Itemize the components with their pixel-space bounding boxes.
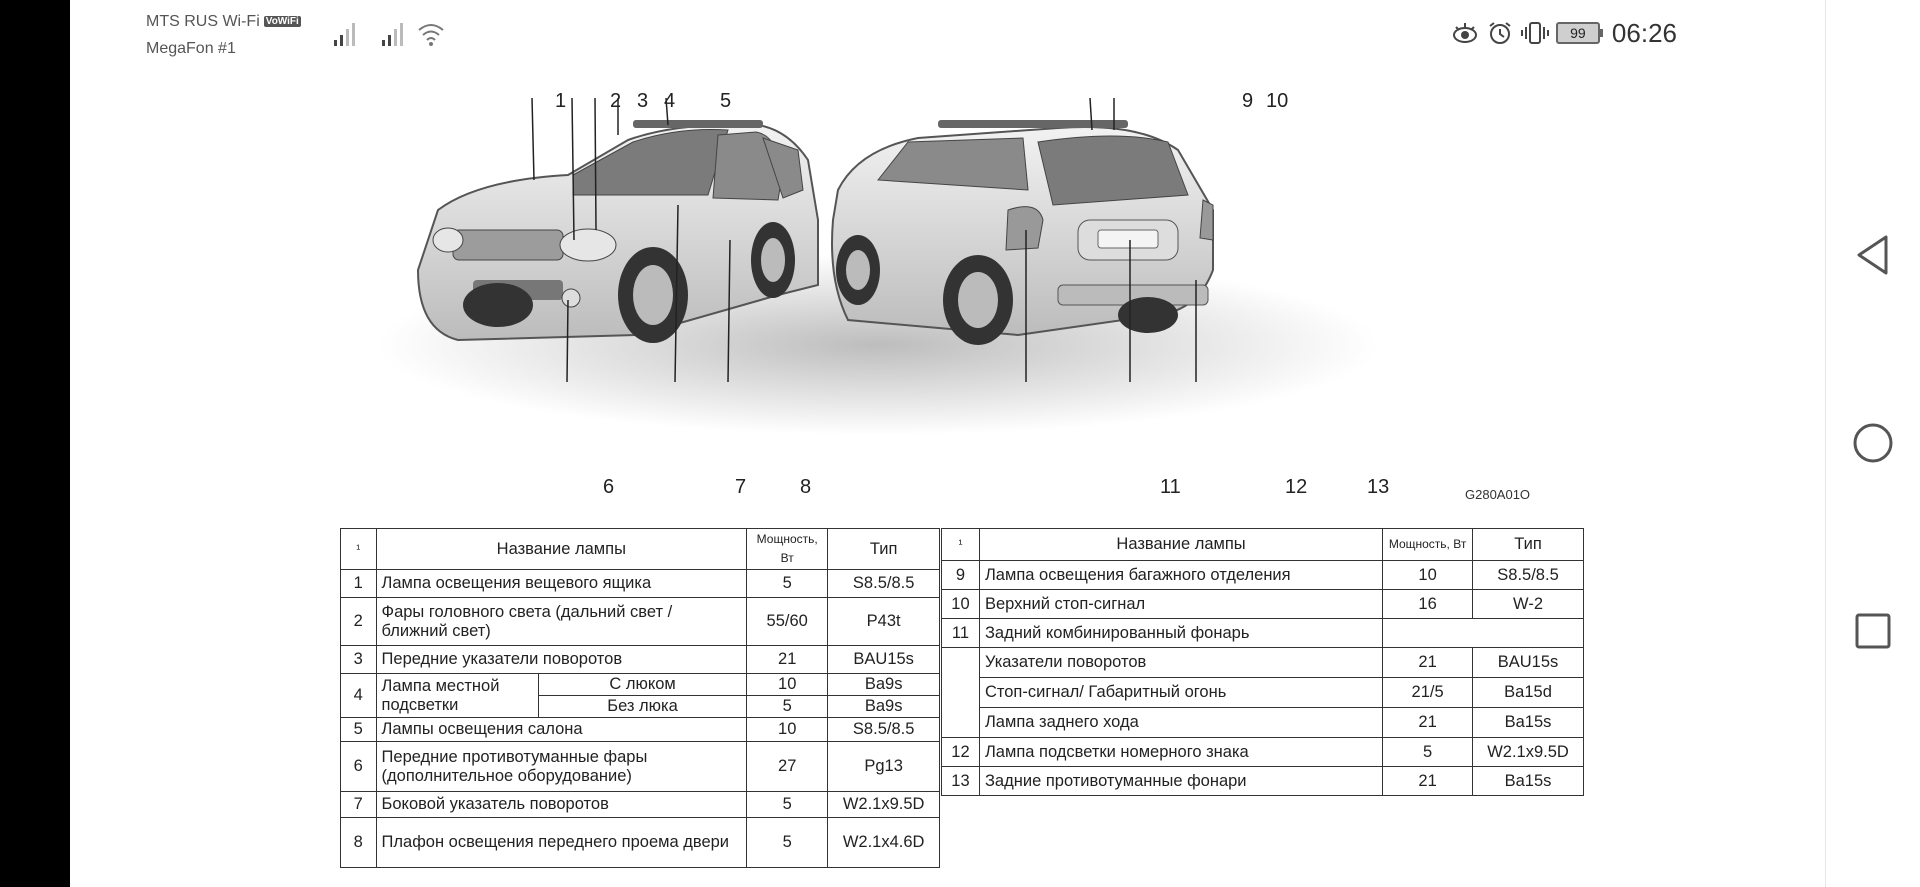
recents-button[interactable] [1846, 604, 1900, 658]
cell-name: Задний комбинированный фонарь [979, 619, 1382, 648]
callout-7: 7 [735, 476, 747, 498]
table-row [942, 708, 1584, 738]
eye-comfort-icon [1450, 21, 1480, 45]
table-row [942, 678, 1584, 708]
bulb-table-left [340, 528, 940, 868]
col-no-header: ¹ [942, 529, 980, 561]
cell-no: 7 [341, 792, 377, 818]
table-row [341, 718, 940, 742]
cell-power: 21/5 [1383, 678, 1473, 708]
cell-no: 10 [942, 590, 980, 619]
cell-type: Ba15s [1473, 767, 1584, 796]
figure-code: G280A01O [1465, 487, 1531, 502]
cell-name: Указатели поворотов [979, 648, 1382, 678]
table-row [942, 619, 1584, 648]
cell-type: Ba9s [828, 674, 940, 696]
back-button[interactable] [1846, 228, 1900, 282]
cell-power: 27 [747, 742, 828, 792]
cell-power: 10 [1383, 561, 1473, 590]
cell-type: Ba15s [1473, 708, 1584, 738]
signal-icon-2 [380, 20, 408, 48]
col-type-header: Тип [828, 529, 940, 570]
callout-2: 2 [610, 90, 622, 112]
callout-5: 5 [720, 90, 732, 112]
cell-name: Лампа местной подсветки [376, 674, 538, 718]
table-header-row [341, 529, 940, 570]
cell-power: 5 [747, 696, 828, 718]
cell-subname: Без люка [538, 696, 746, 718]
cell-name: Плафон освещения переднего проема двери [376, 818, 747, 868]
cell-name: Лампа подсветки номерного знака [979, 738, 1382, 767]
cell-type: W-2 [1473, 590, 1584, 619]
callout-10: 10 [1266, 90, 1289, 112]
clock: 06:26 [1611, 17, 1677, 48]
carrier-1 [146, 13, 301, 31]
cell-power: 21 [1383, 767, 1473, 796]
cell-name: Передние противотуманные фары (дополнительное оборудование) [376, 742, 747, 792]
col-power-header: Мощность, Вт [747, 529, 828, 570]
bulb-table-right [941, 528, 1584, 796]
col-no-header: ¹ [341, 529, 377, 570]
cell-power: 16 [1383, 590, 1473, 619]
cell-power: 55/60 [747, 598, 828, 646]
wifi-icon [417, 20, 449, 48]
signal-icon-1 [332, 20, 360, 48]
table-row [942, 561, 1584, 590]
cell-power: 5 [747, 570, 828, 598]
col-power-header: Мощность, Вт [1383, 529, 1473, 561]
col-type-header: Тип [1473, 529, 1584, 561]
callout-3: 3 [637, 90, 649, 112]
callout-6: 6 [603, 476, 615, 498]
cell-type: S8.5/8.5 [828, 570, 940, 598]
callout-1: 1 [555, 90, 567, 112]
cell-power: 5 [1383, 738, 1473, 767]
cell-type: W2.1x9.5D [828, 792, 940, 818]
cell-no: 12 [942, 738, 980, 767]
cell-no: 6 [341, 742, 377, 792]
cell-power: 21 [747, 646, 828, 674]
table-row [942, 738, 1584, 767]
cell-no: 13 [942, 767, 980, 796]
cell-no [942, 648, 980, 738]
vowifi-badge: VoWiFi [265, 16, 299, 27]
cell-no: 2 [341, 598, 377, 646]
table-row [341, 742, 940, 792]
cell-name: Лампа освещения багажного отделения [979, 561, 1382, 590]
cell-no: 4 [341, 674, 377, 718]
cell-no: 1 [341, 570, 377, 598]
callout-9: 9 [1242, 90, 1254, 112]
rear-car-illustration [832, 120, 1213, 345]
cell-type: W2.1x4.6D [828, 818, 940, 868]
cell-empty [1383, 619, 1584, 648]
table-row [942, 590, 1584, 619]
status-icons [1450, 18, 1677, 48]
vibrate-icon [1520, 20, 1550, 46]
callout-12: 12 [1285, 476, 1308, 498]
carrier-1-label: MTS RUS Wi-Fi [146, 13, 260, 30]
callout-13: 13 [1367, 476, 1390, 498]
cell-type: BAU15s [1473, 648, 1584, 678]
table-row [341, 818, 940, 868]
col-name-header: Название лампы [376, 529, 747, 570]
cell-name: Боковой указатель поворотов [376, 792, 747, 818]
cell-no: 9 [942, 561, 980, 590]
home-circle-icon [1851, 421, 1895, 465]
recents-square-icon [1853, 611, 1893, 651]
table-row [341, 598, 940, 646]
cell-type: W2.1x9.5D [1473, 738, 1584, 767]
cell-name: Лампа освещения вещевого ящика [376, 570, 747, 598]
carrier-2: MegaFon #1 [146, 40, 236, 57]
cell-power: 21 [1383, 648, 1473, 678]
table-row [341, 792, 940, 818]
back-triangle-icon [1853, 233, 1893, 277]
cell-power: 10 [747, 674, 828, 696]
home-button[interactable] [1846, 416, 1900, 470]
cell-name: Фары головного света (дальний свет / ближний свет) [376, 598, 747, 646]
cell-power: 21 [1383, 708, 1473, 738]
callout-11: 11 [1160, 476, 1181, 498]
cell-power: 5 [747, 818, 828, 868]
cell-type: S8.5/8.5 [828, 718, 940, 742]
battery-indicator: 99 [1556, 22, 1600, 44]
table-header-row [942, 529, 1584, 561]
cell-no: 8 [341, 818, 377, 868]
navigation-bar [1825, 0, 1920, 887]
cell-name: Верхний стоп-сигнал [979, 590, 1382, 619]
cell-type: BAU15s [828, 646, 940, 674]
cell-no: 5 [341, 718, 377, 742]
cell-name: Лампы освещения салона [376, 718, 747, 742]
cell-power: 5 [747, 792, 828, 818]
table-row [341, 674, 940, 696]
callout-8: 8 [800, 476, 812, 498]
cell-type: Ba15d [1473, 678, 1584, 708]
cell-type: Ba9s [828, 696, 940, 718]
document-view [70, 0, 1825, 887]
table-row [942, 648, 1584, 678]
cell-type: Pg13 [828, 742, 940, 792]
car-diagram [378, 80, 1418, 510]
table-row [341, 646, 940, 674]
cell-type: P43t [828, 598, 940, 646]
cell-no: 11 [942, 619, 980, 648]
alarm-icon [1486, 20, 1514, 46]
table-row [341, 570, 940, 598]
cell-subname: С люком [538, 674, 746, 696]
cell-name: Стоп-сигнал/ Габаритный огонь [979, 678, 1382, 708]
callout-4: 4 [664, 90, 676, 112]
table-row [942, 767, 1584, 796]
cell-name: Лампа заднего хода [979, 708, 1382, 738]
cell-type: S8.5/8.5 [1473, 561, 1584, 590]
cell-power: 10 [747, 718, 828, 742]
col-name-header: Название лампы [979, 529, 1382, 561]
cell-name: Задние противотуманные фонари [979, 767, 1382, 796]
cell-no: 3 [341, 646, 377, 674]
cell-name: Передние указатели поворотов [376, 646, 747, 674]
